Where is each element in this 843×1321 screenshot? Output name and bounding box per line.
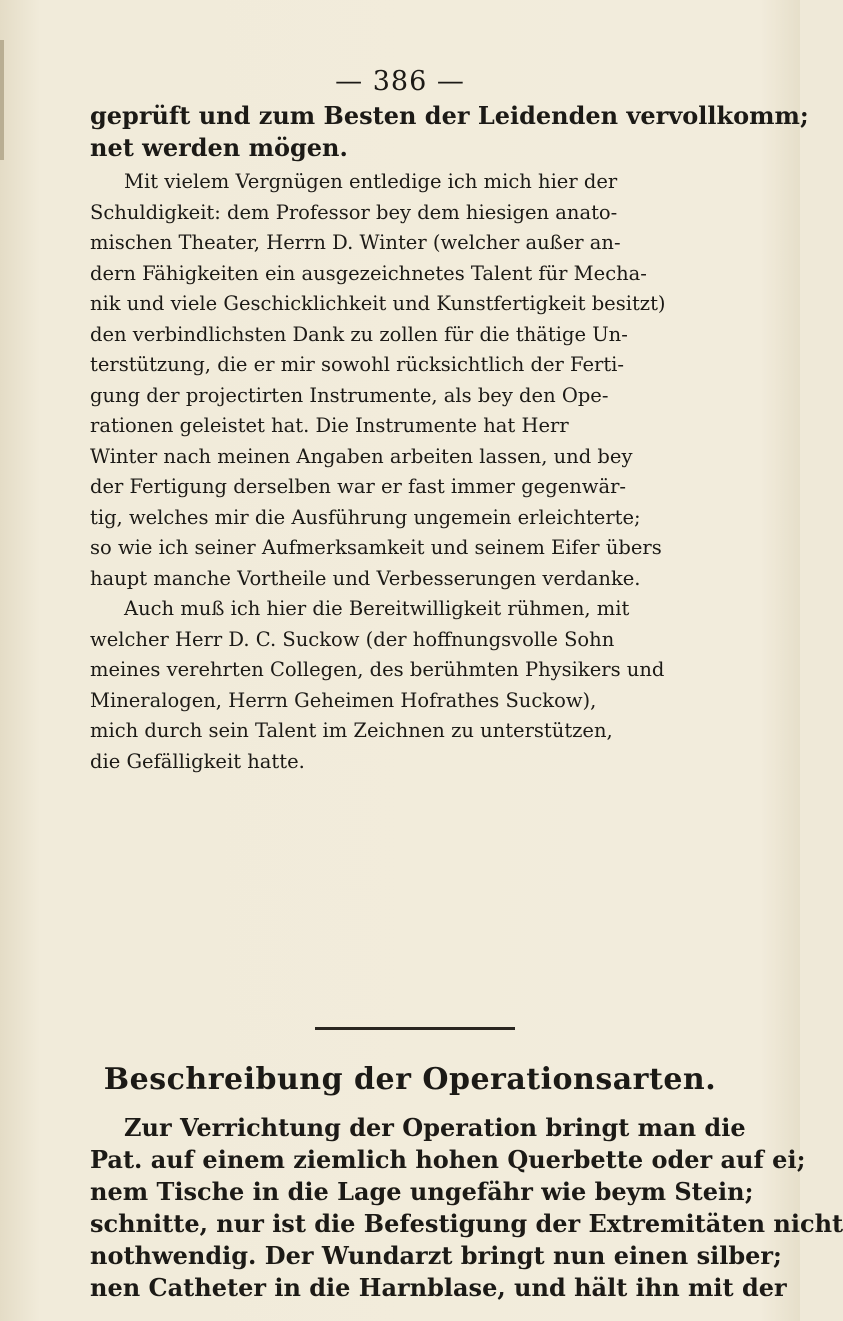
- text-line: mischen Theater, Herrn D. Winter (welcher außer an-: [90, 231, 621, 254]
- text-line: Mineralogen, Herrn Geheimen Hofrathes Suckow),: [90, 688, 597, 712]
- text-line: terstützung, die er mir sowohl rücksichtlich der Ferti-: [90, 353, 625, 376]
- text-line: nem Tische in die Lage ungefähr wie beym Stein;: [90, 1177, 754, 1206]
- text-line: so wie ich seiner Aufmerksamkeit und seinem Eifer übers: [90, 536, 662, 559]
- text-line: nothwendig. Der Wundarzt bringt nun einen silber;: [90, 1241, 782, 1270]
- text-line: Mit vielem Vergnügen entledige ich mich hier der: [124, 170, 618, 193]
- operation-paragraph: [90, 1112, 843, 1304]
- text-line: net werden mögen.: [90, 133, 348, 162]
- text-line: Pat. auf einem ziemlich hohen Querbette oder auf ei;: [90, 1145, 806, 1174]
- text-line: nik und viele Geschicklichkeit und Kunstfertigkeit besitzt): [90, 292, 666, 315]
- section-divider: [315, 1027, 515, 1030]
- text-line: Zur Verrichtung der Operation bringt man die: [124, 1113, 746, 1142]
- acknowledgement-paragraph: [90, 167, 730, 777]
- text-line: nen Catheter in die Harnblase, und hält ihn mit der: [90, 1273, 787, 1302]
- text-line: welcher Herr D. C. Suckow (der hoffnungsvolle Sohn: [90, 627, 615, 651]
- text-line: Winter nach meinen Angaben arbeiten lassen, und bey: [90, 444, 633, 468]
- text-line: Auch muß ich hier die Bereitwilligkeit rühmen, mit: [124, 597, 630, 620]
- text-line: haupt manche Vortheile und Verbesserungen verdanke.: [90, 566, 641, 590]
- text-line: geprüft und zum Besten der Leidenden vervollkomm;: [90, 101, 809, 130]
- text-line: meines verehrten Collegen, des berühmten Physikers und: [90, 658, 665, 681]
- text-line: Schuldigkeit: dem Professor bey dem hiesigen anato-: [90, 200, 618, 224]
- text-line: dern Fähigkeiten ein ausgezeichnetes Talent für Mecha-: [90, 261, 647, 285]
- text-line: mich durch sein Talent im Zeichnen zu unterstützen,: [90, 719, 613, 742]
- page-number: — 386 —: [335, 66, 465, 97]
- text-line: die Gefälligkeit hatte.: [90, 749, 305, 773]
- section-heading: Beschreibung der Operationsarten.: [103, 1062, 717, 1097]
- text-line: schnitte, nur ist die Befestigung der Extremitäten nicht: [90, 1209, 843, 1238]
- intro-block: [90, 100, 809, 164]
- text-line: der Fertigung derselben war er fast immer gegenwär-: [90, 475, 627, 498]
- text-line: tig, welches mir die Ausführung ungemein erleichterte;: [90, 505, 641, 529]
- text-line: gung der projectirten Instrumente, als bey den Ope-: [90, 383, 609, 407]
- text-line: den verbindlichsten Dank zu zollen für die thätige Un-: [90, 322, 628, 346]
- text-line: rationen geleistet hat. Die Instrumente hat Herr: [90, 414, 569, 437]
- page-edge-shadow: [0, 40, 4, 160]
